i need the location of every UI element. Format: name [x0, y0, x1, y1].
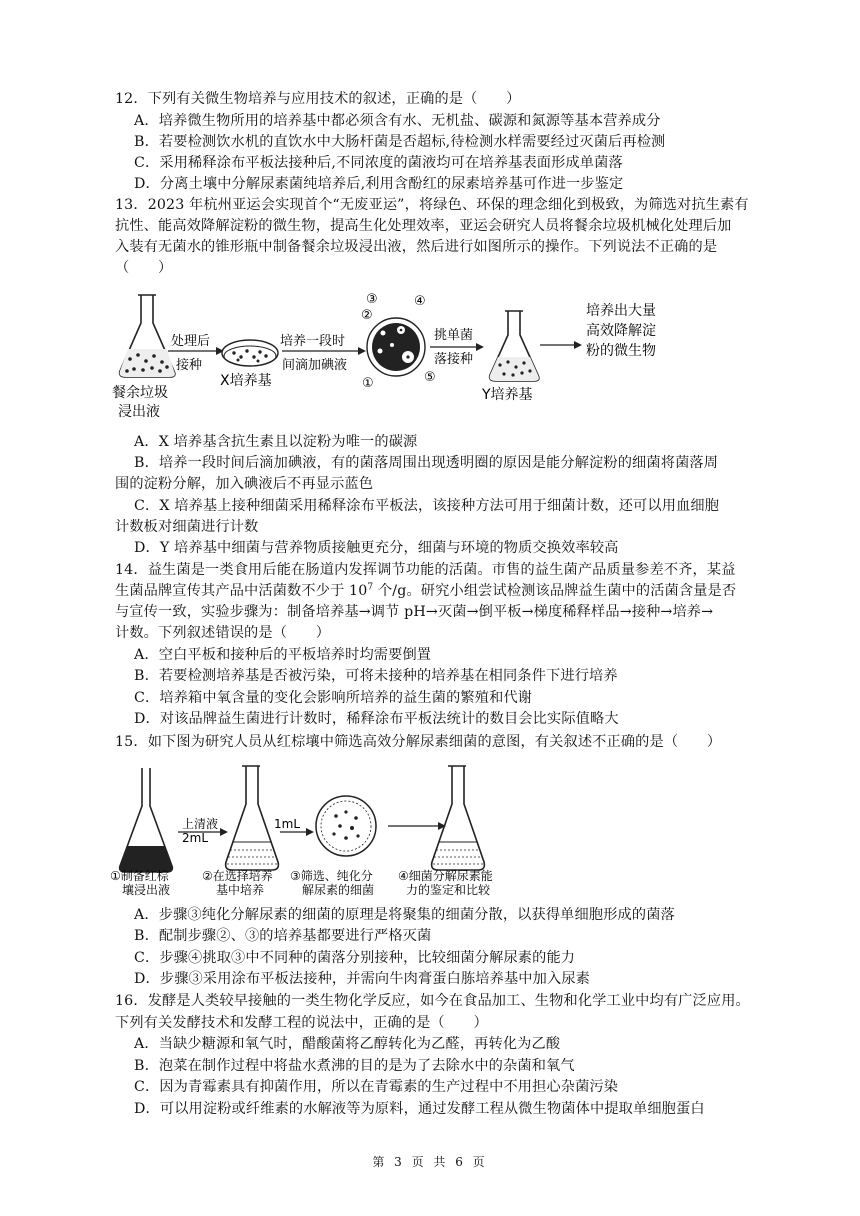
label-3: ③ [366, 292, 378, 307]
label-2: ② [361, 308, 373, 323]
q13-stem-line-1: 13．2023 年杭州亚运会实现首个“无废亚运”，将绿色、环保的理念细化到极致，为筛选对抗生素有 [115, 197, 749, 213]
q14-stem-line-2 [115, 581, 736, 601]
flask1-label-1: 餐余垃圾 [112, 385, 168, 401]
result-line-1: 培养出大量 [586, 303, 656, 319]
step2-caption-2: 基中培养 [216, 883, 265, 897]
y-medium-label: Y培养基 [482, 387, 533, 403]
q16-option-a: A．当缺少糖源和氧气时，醋酸菌将乙醇转化为乙醛，再转化为乙酸 [134, 1036, 561, 1052]
q13-option-a: A．X 培养基含抗生素且以淀粉为唯一的碳源 [134, 434, 418, 450]
q14-stem-line-2a: 生菌品牌宣传其产品中活菌数不少于 10 [115, 583, 368, 599]
step3-caption-2: 解尿素的细菌 [302, 883, 375, 897]
q14-stem-line-3: 与宣传一致，实验步骤为：制备培养基→调节 pH→灭菌→倒平板→梯度稀释样品→接种→培养→ [115, 604, 714, 620]
q16-option-c: C．因为青霉素具有抑菌作用，所以在青霉素的生产过程中不用担心杂菌污染 [134, 1079, 619, 1095]
q13-option-b-line-2: 围的淀粉分解，加入碘液后不再显示蓝色 [115, 476, 374, 492]
step3-caption-1: ③筛选、纯化分 [290, 869, 373, 883]
q12-stem: 12．下列有关微生物培养与应用技术的叙述，正确的是（ ） [115, 91, 521, 107]
q13-option-c-line-2: 计数板对细菌进行计数 [115, 519, 259, 535]
q14-stem-line-4: 计数。下列叙述错误的是（ ） [115, 625, 331, 641]
step2-caption-1: ②在选择培养 [202, 869, 273, 883]
q12-option-b: B．若要检测饮水机的直饮水中大肠杆菌是否超标,待检测水样需要经过灭菌后再检测 [134, 134, 666, 150]
q14-option-b: B．若要检测培养基是否被污染，可将未接种的培养基在相同条件下进行培养 [134, 668, 618, 684]
q16-option-b: B．泡菜在制作过程中将盐水煮沸的目的是为了去除水中的杂菌和氧气 [134, 1058, 575, 1074]
petri-dish-icon [316, 796, 376, 856]
q14-option-a: A．空白平板和接种后的平板培养时均需要倒置 [134, 647, 432, 663]
q16-option-d: D．可以用淀粉或纤维素的水解液等为原料，通过发酵工程从微生物菌体中提取单细胞蛋白 [134, 1101, 705, 1117]
volume-1ml-label: 1mL [274, 817, 301, 831]
q14-option-c: C．培养箱中氧含量的变化会影响所培养的益生菌的繁殖和代谢 [134, 690, 533, 706]
flask-icon [120, 295, 175, 377]
q14-stem-line-2b: 个/g。研究小组尝试检测该品牌益生菌中的活菌含量是否 [373, 583, 737, 599]
plate-with-colonies-icon [367, 318, 425, 376]
arrow1-bottom-label: 接种 [176, 358, 203, 373]
q14-option-d: D．对该品牌益生菌进行计数时，稀释涂布平板法统计的数目会比实际值略大 [134, 711, 619, 727]
q15-option-a: A．步骤③纯化分解尿素的细菌的原理是将聚集的细菌分散，以获得单细胞形成的菌落 [134, 907, 675, 923]
flask-icon [120, 768, 173, 872]
q16-stem-line-2: 下列有关发酵技术和发酵工程的说法中，正确的是（ ） [115, 1015, 488, 1031]
q13-option-c-line-1: C．X 培养基上接种细菌采用稀释涂布平板法，该接种方法可用于细菌计数，还可以用血细胞 [134, 498, 720, 514]
q15-option-b: B．配制步骤②、③的培养基都要进行严格灭菌 [134, 928, 432, 944]
q12-option-d: D．分离土壤中分解尿素菌纯培养后,利用含酚红的尿素培养基可作进一步鉴定 [134, 176, 624, 192]
flask-icon [226, 766, 279, 870]
arrow1-top-label: 处理后 [171, 334, 211, 349]
volume-2ml-label: 2mL [182, 831, 209, 845]
arrow2-bottom-label: 间滴加碘液 [282, 358, 348, 373]
step1-caption-1: ①制备红棕 [110, 869, 169, 883]
q13-stem-line-4: （ ） [115, 260, 173, 276]
q15-option-d: D．步骤③采用涂布平板法接种，并需向牛肉膏蛋白胨培养基中加入尿素 [134, 971, 590, 987]
label-4: ④ [414, 294, 426, 309]
q12-option-a: A．培养微生物所用的培养基中都必须含有水、无机盐、碳源和氮源等基本营养成分 [134, 113, 661, 129]
q15-option-c: C．步骤④挑取③中不同种的菌落分别接种，比较细菌分解尿素的能力 [134, 950, 576, 966]
q14-exponent: 7 [367, 582, 374, 593]
step4-caption-2: 力的鉴定和比较 [406, 883, 491, 897]
label-5: ⑤ [424, 370, 436, 385]
flask1-label-2: 浸出液 [118, 404, 160, 420]
x-medium-label: X培养基 [220, 373, 272, 389]
q13-stem-line-2: 抗性、能高效降解淀粉的微生物，提高生化处理效率，亚运会研究人员将餐余垃圾机械化处理后加 [115, 218, 732, 234]
q13-figure [108, 283, 668, 425]
page-footer: 第 3 页 共 6 页 [372, 1155, 488, 1169]
result-line-3: 粉的微生物 [586, 343, 656, 359]
petri-dish-icon [222, 340, 278, 366]
flask-icon [432, 766, 485, 870]
q12-option-c: C．采用稀释涂布平板法接种后,不同浓度的菌液均可在培养基表面形成单菌落 [134, 155, 623, 171]
supernatant-label: 上清液 [182, 817, 219, 831]
step4-caption-1: ④细菌分解尿素能 [398, 869, 493, 883]
q14-stem-line-1: 14．益生菌是一类食用后能在肠道内发挥调节功能的活菌。市售的益生菌产品质量参差不齐，某益 [115, 562, 736, 578]
q15-figure [108, 762, 528, 897]
q16-stem-line-1: 16．发酵是人类较早接触的一类生物化学反应，如今在食品加工、生物和化学工业中均有广泛应用。 [115, 993, 750, 1009]
q13-stem-line-3: 入装有无菌水的锥形瓶中制备餐余垃圾浸出液，然后进行如图所示的操作。下列说法不正确的是 [115, 239, 718, 255]
arrow2-top-label: 培养一段时 [280, 334, 346, 349]
q13-option-d: D．Y 培养基中细菌与营养物质接触更充分，细菌与环境的物质交换效率较高 [134, 540, 619, 556]
arrow3-bottom-label: 落接种 [434, 352, 474, 367]
step1-caption-2: 壤浸出液 [122, 883, 171, 897]
q15-stem: 15．如下图为研究人员从红棕壤中筛选高效分解尿素细菌的意图，有关叙述不正确的是（ ） [115, 734, 722, 750]
q13-option-b-line-1: B．培养一段时间后滴加碘液，有的菌落周围出现透明圈的原因是能分解淀粉的细菌将菌落周 [134, 455, 719, 471]
flask-icon [490, 311, 539, 381]
arrow3-top-label: 挑单菌 [434, 328, 474, 343]
result-line-2: 高效降解淀 [586, 323, 656, 339]
label-1: ① [362, 376, 374, 391]
